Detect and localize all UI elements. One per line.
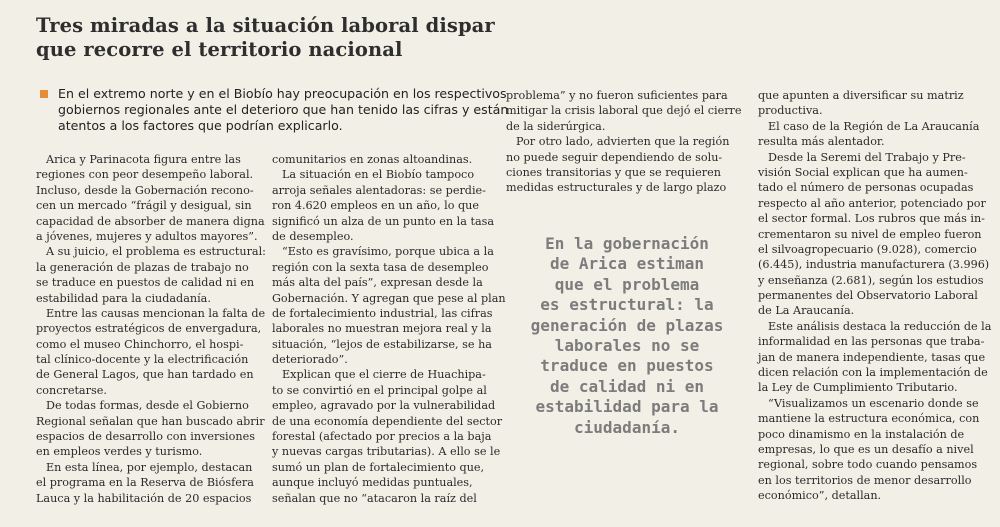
body-text-line: y enseñanza (2.681), según los estudios [758,273,984,287]
body-text-line: poco dinamismo en la instalación de [758,427,965,441]
body-text-line: de la siderúrgica. [506,119,606,133]
body-text-line: crementaron su nivel de empleo fueron [758,227,982,241]
body-text-line: Incluso, desde la Gobernación recono- [36,183,254,197]
body-text-line: y nuevas cargas tributarias). A ello se le [272,445,501,459]
body-text-line: mantiene la estructura económica, con [758,412,980,426]
body-text-line: Entre las causas mencionan la falta de [46,306,266,320]
body-text-line: visión Social explican que ha aumen- [758,165,968,179]
pull-quote-line: que el problema [554,274,700,294]
lead-line: En el extremo norte y en el Biobío hay preocupación en los respectivos [58,86,507,101]
body-text-line: concretarse. [36,383,107,397]
body-text-line: la generación de plazas de trabajo no [36,260,249,274]
headline-line: que recorre el territorio nacional [36,38,403,61]
body-text-line: más alta del país”, expresan desde la [272,276,483,290]
body-text-line: sumó un plan de fortalecimiento que, [272,460,485,474]
pull-quote-line: estabilidad para la [535,397,719,417]
body-text-line: dicen relación con la implementación de [758,366,988,380]
body-text-line: de una economía dependiente del sector [272,414,503,428]
body-text-line: que apunten a diversificar su matriz [758,89,964,102]
body-text-line: Regional señalan que han buscado abrir [36,414,265,428]
body-text-line: de desempleo. [272,229,354,243]
body-text-line: ron 4.620 empleos en un año, lo que [272,199,479,213]
body-text-line: to se convirtió en el principal golpe al [272,383,487,397]
article-column-3 [506,88,742,196]
body-text-line: en empleos verdes y turismo. [36,445,203,459]
body-text-line: en los territorios de menor desarrollo [758,473,972,487]
lead-line: atentos a los factores que podrían explicarlo. [58,118,343,133]
pull-quote-line: es estructural: la [540,295,714,315]
article-lead [40,86,510,134]
body-text-line: De todas formas, desde el Gobierno [46,399,249,413]
body-text-line: señalan que no “atacaron la raíz del [272,491,477,505]
body-text-line: aunque incluyó medidas puntuales, [272,476,473,490]
body-text-line: ciones transitorias y que se requieren [506,165,721,179]
body-text-line: como el museo Chinchorro, el hospi- [36,337,244,351]
body-text-line: espacios de desarrollo con inversiones [36,430,255,444]
body-text-line: medidas estructurales y de largo plazo [506,181,727,195]
pull-quote-line: traduce en puestos [540,356,714,376]
pull-quote-line: laborales no se [554,336,700,356]
body-text-line: arroja señales alentadoras: se perdie- [272,183,486,197]
body-text-line: Lauca y la habilitación de 20 espacios [36,491,252,505]
body-text-line: de General Lagos, que han tardado en [36,368,254,382]
body-text-line: tado el número de personas ocupadas [758,181,974,195]
pull-quote-line: de calidad ni en [549,376,705,396]
body-text-line: cen un mercado “frágil y desigual, sin [36,199,252,213]
body-text-line: la Ley de Cumplimiento Tributario. [758,381,958,395]
body-text-line: deteriorado”. [272,353,348,367]
body-text-line: Este análisis destaca la reducción de la [768,319,992,333]
body-text-line: forestal (afectado por precios a la baja [272,430,492,444]
pull-quote [520,234,734,438]
body-text-line: de fortalecimiento industrial, las cifras [272,306,493,320]
article-column-2 [272,152,506,506]
body-text-line: “Esto es gravísimo, porque ubica a la [282,245,494,259]
body-text-line: estabilidad para la ciudadanía. [36,291,211,305]
body-text-line: permanentes del Observatorio Laboral [758,289,978,303]
body-text-line: La situación en el Biobío tampoco [282,168,475,182]
body-text-line: capacidad de absorber de manera digna [36,214,265,228]
body-text-line: significó un alza de un punto en la tasa [272,214,495,228]
body-text-line: tal clínico-docente y la electrificación [36,353,249,367]
article-column-1 [36,152,266,506]
body-text-line: el sector formal. Los rubros que más in- [758,212,985,226]
pull-quote-line: generación de plazas [530,315,724,335]
body-text-line: El caso de la Región de La Araucanía [768,119,980,133]
body-text-line: económico”, detallan. [758,489,882,503]
body-text-line: jan de manera independiente, tasas que [758,350,986,364]
body-text-line: problema” y no fueron suficientes para [506,89,728,102]
body-text-line: productiva. [758,104,823,118]
body-text-line: regional, sobre todo cuando pensamos [758,458,978,472]
body-text-line: Desde la Seremi del Trabajo y Pre- [768,150,966,164]
article-column-4 [758,88,992,504]
body-text-line: empresas, lo que es un desafío a nivel [758,442,974,456]
headline-line: Tres miradas a la situación laboral dispar [36,14,495,37]
body-text-line: respecto al año anterior, potenciado por [758,196,986,210]
body-text-line: comunitarios en zonas altoandinas. [272,153,473,166]
body-text-line: A su juicio, el problema es estructural: [46,245,266,259]
pull-quote-line: ciudadanía. [574,417,680,437]
body-text-line: “Visualizamos un escenario donde se [768,396,979,410]
body-text-line: (6.445), industria manufacturera (3.996) [758,258,990,272]
body-text-line: informalidad en las personas que traba- [758,335,985,349]
body-text-line: el programa en la Reserva de Biósfera [36,476,254,490]
body-text-line: laborales no muestran mejora real y la [272,322,492,336]
body-text-line: a jóvenes, mujeres y adultos mayores”. [36,229,258,243]
body-text-line: proyectos estratégicos de envergadura, [36,322,262,336]
lead-line: gobiernos regionales ante el deterioro que han tenido las cifras y están [58,102,509,117]
body-text-line: se traduce en puestos de calidad ni en [36,276,255,290]
body-text-line: Arica y Parinacota figura entre las [46,153,241,166]
body-text-line: Gobernación. Y agregan que pese al plan [272,291,506,305]
body-text-line: no puede seguir dependiendo de solu- [506,150,723,164]
lead-bullet-icon [40,90,48,98]
body-text-line: Explican que el cierre de Huachipa- [282,368,486,382]
body-text-line: mitigar la crisis laboral que dejó el cierre [506,104,742,118]
body-text-line: empleo, agravado por la vulnerabilidad [272,399,496,413]
body-text-line: Por otro lado, advierten que la región [516,135,730,149]
pull-quote-line: de Arica estiman [549,254,705,274]
body-text-line: En esta línea, por ejemplo, destacan [46,460,253,474]
body-text-line: de La Araucanía. [758,304,855,318]
body-text-line: regiones con peor desempeño laboral. [36,168,254,182]
body-text-line: región con la sexta tasa de desempleo [272,260,489,274]
pull-quote-line: En la gobernación [545,234,709,253]
article-headline [36,14,516,62]
body-text-line: el silvoagropecuario (9.028), comercio [758,242,977,256]
body-text-line: situación, “lejos de estabilizarse, se ha [272,337,492,351]
body-text-line: resulta más alentador. [758,135,885,149]
